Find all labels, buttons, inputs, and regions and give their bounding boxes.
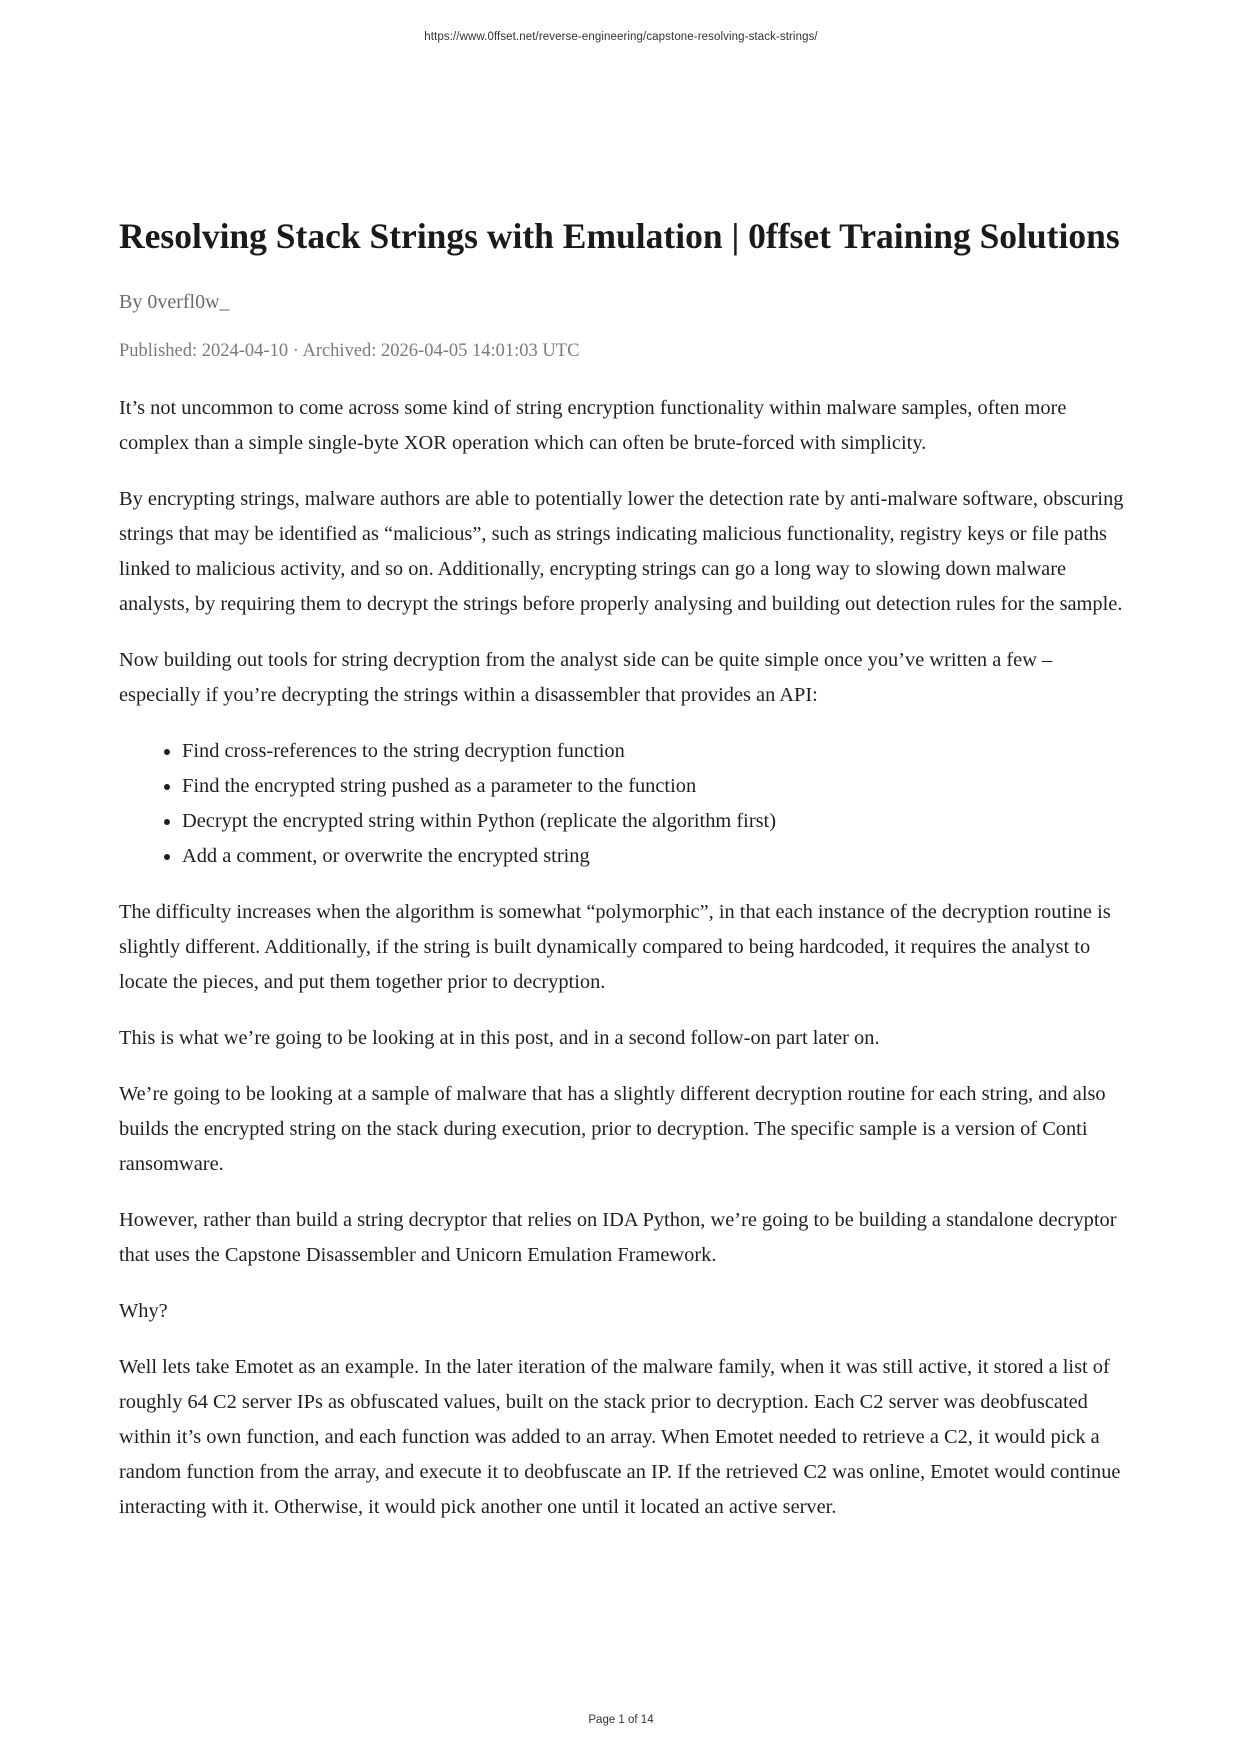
- paragraph: We’re going to be looking at a sample of malware that has a slightly different decryption routine for each string, and also builds the encrypted string on the stack during execution, prior to decryption. The specific sample is a version of Conti ransomware.: [119, 1083, 1106, 1175]
- article-title: Resolving Stack Strings with Emulation | 0ffset Training Solutions: [119, 216, 1120, 256]
- article-byline: By 0verfl0w_: [119, 291, 230, 313]
- paragraph: However, rather than build a string decryptor that relies on IDA Python, we’re going to be building a standalone decryptor that uses the Capstone Disassembler and Unicorn Emulation Framework.: [119, 1209, 1117, 1266]
- paragraph: Now building out tools for string decryption from the analyst side can be quite simple once you’ve written a few – especially if you’re decrypting the strings within a disassembler that provides an API:: [119, 649, 1053, 706]
- list-item: • Find cross-references to the string decryption function: [182, 734, 1129, 769]
- page-number: Page 1 of 14: [588, 1714, 654, 1726]
- list-item: • Add a comment, or overwrite the encrypted string: [182, 839, 1129, 874]
- paragraph: Why?: [119, 1300, 168, 1322]
- paragraph: It’s not uncommon to come across some kind of string encryption functionality within malware samples, often more complex than a simple single-byte XOR operation which can often be brute-forced with simplicity.: [119, 397, 1067, 454]
- steps-list: [119, 734, 1129, 874]
- article-body: [119, 391, 1129, 1546]
- article-meta: Published: 2024-04-10 · Archived: 2026-04-05 14:01:03 UTC: [119, 341, 580, 361]
- paragraph: The difficulty increases when the algorithm is somewhat “polymorphic”, in that each instance of the decryption routine is slightly different. Additionally, if the string is built dynamically compared to being hardcoded, it requires the analyst to locate the pieces, and put them together prior to decryption.: [119, 901, 1111, 993]
- list-item: • Find the encrypted string pushed as a parameter to the function: [182, 769, 1129, 804]
- paragraph: Well lets take Emotet as an example. In the later iteration of the malware family, when it was still active, it stored a list of roughly 64 C2 server IPs as obfuscated values, built on the stack prior to decryption. Each C2 server was deobfuscated within it’s own function, and each function was added to an array. When Emotet needed to retrieve a C2, it would pick a random function from the array, and execute it to deobfuscate an IP. If the retrieved C2 was online, Emotet would continue interacting with it. Otherwise, it would pick another one until it located an active server.: [119, 1356, 1121, 1518]
- paragraph: By encrypting strings, malware authors are able to potentially lower the detection rate by anti-malware software, obscuring strings that may be identified as “malicious”, such as strings indicating malicious functionality, registry keys or file paths linked to malicious activity, and so on. Additionally, encrypting strings can go a long way to slowing down malware analysts, by requiring them to decrypt the strings before properly analysing and building out detection rules for the sample.: [119, 488, 1124, 615]
- list-item: • Decrypt the encrypted string within Python (replicate the algorithm first): [182, 804, 1129, 839]
- paragraph: This is what we’re going to be looking at in this post, and in a second follow-on part later on.: [119, 1027, 880, 1049]
- page-url-header: https://www.0ffset.net/reverse-engineering/capstone-resolving-stack-strings/: [424, 31, 818, 43]
